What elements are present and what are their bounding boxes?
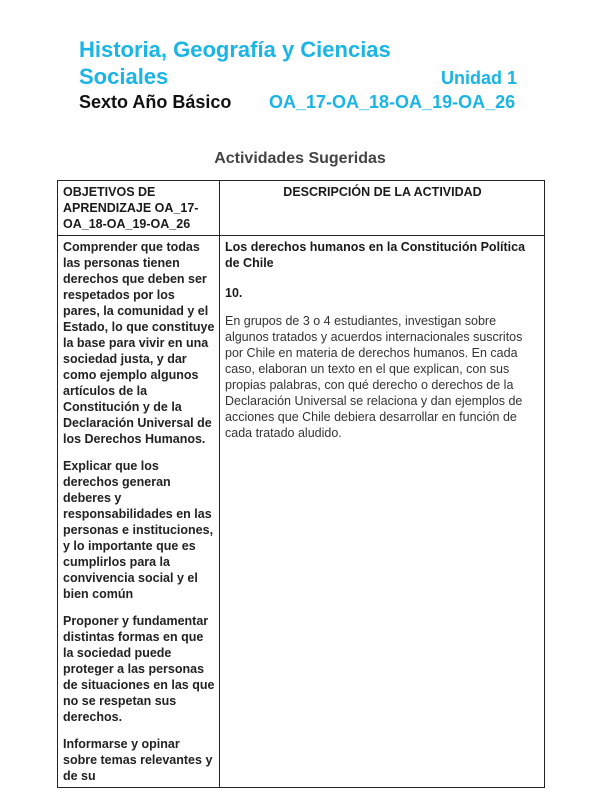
activity-number: 10. <box>225 286 243 300</box>
grade-row <box>79 92 529 116</box>
oa-code-label: OA_17-OA_18-OA_19-OA_26 <box>269 92 516 112</box>
objective-item: Informarse y opinar sobre temas relevantes y de su <box>63 737 213 783</box>
document-header <box>79 36 529 116</box>
objective-item: Proponer y fundamentar distintas formas en que la sociedad puede proteger a las personas de situaciones en las que no se respetan sus derechos. <box>63 614 215 724</box>
unit-label: Unidad 1 <box>440 68 517 88</box>
table-row <box>58 236 545 788</box>
objectives-cell <box>58 236 220 788</box>
objectives-column-header: OBJETIVOS DE APRENDIZAJE OA_17-OA_18-OA_19-OA_26 <box>58 181 220 236</box>
activity-title: Los derechos humanos en la Constitución Política de Chile <box>225 240 526 270</box>
table-header-row <box>58 181 545 236</box>
objective-item: Explicar que los derechos generan deberes y responsabilidades en las personas e instituciones, y lo importante que es cumplirlos para la convivencia social y el bien común <box>63 459 214 601</box>
description-column-header: DESCRIPCIÓN DE LA ACTIVIDAD <box>220 181 545 236</box>
activity-description: En grupos de 3 o 4 estudiantes, investigan sobre algunos tratados y acuerdos internacionales suscritos por Chile en materia de derechos humanos. En cada caso, elaboran un texto en el que explican, con sus propias palabras, con qué derecho o derechos de la Declaración Universal se relaciona y dan ejemplos de acciones que Chile debiera desarrollar en función de cada tratado aludido. <box>225 314 523 440</box>
objective-item: Comprender que todas las personas tienen derechos que deben ser respetados por los pares, la comunidad y el Estado, lo que constituye la base para vivir en una sociedad justa, y dar como ejemplo algunos artículos de la Constitución y de la Declaración Universal de los Derechos Humanos. <box>63 240 215 446</box>
subject-title-row-2 <box>79 63 529 90</box>
subject-title-line-1: Historia, Geografía y Ciencias <box>79 37 391 62</box>
activities-table <box>57 180 545 788</box>
subject-title-line-2: Sociales <box>79 64 169 89</box>
grade-label: Sexto Año Básico <box>79 92 232 112</box>
activity-cell <box>220 236 545 788</box>
section-title: Actividades Sugeridas <box>214 150 386 167</box>
